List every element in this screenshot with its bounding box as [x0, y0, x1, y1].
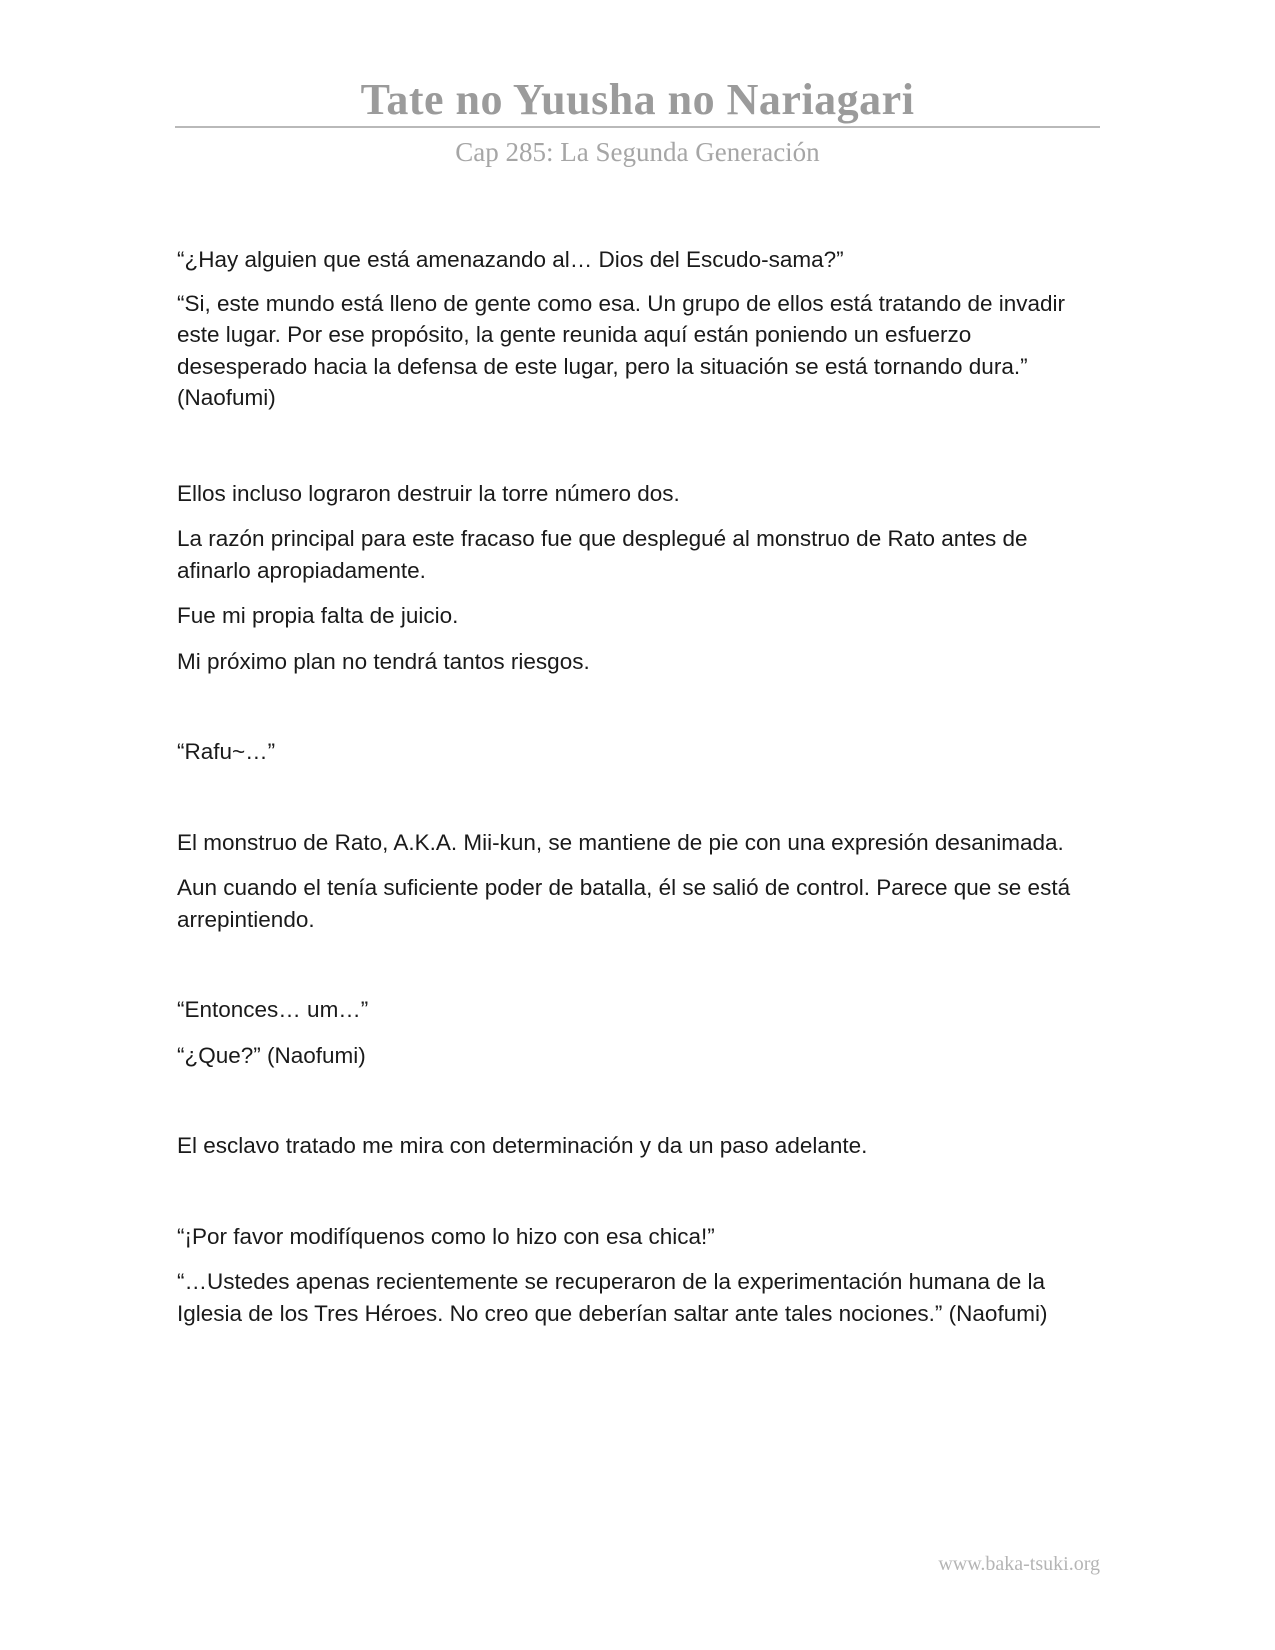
paragraph: “¿Que?” (Naofumi): [177, 1042, 366, 1068]
paragraph: “¿Hay alguien que está amenazando al… Dios del Escudo-sama?”: [177, 247, 844, 272]
paragraph: “Entonces… um…”: [177, 997, 369, 1022]
title-divider: [175, 126, 1100, 128]
paragraph: Aun cuando el tenía suficiente poder de batalla, él se salió de control. Parece que se está arrepintiendo.: [177, 875, 1071, 932]
chapter-subtitle: Cap 285: La Segunda Generación: [455, 137, 820, 167]
paragraph: Ellos incluso lograron destruir la torre número dos.: [177, 480, 680, 506]
paragraph: Fue mi propia falta de juicio.: [177, 603, 459, 628]
paragraph: Mi próximo plan no tendrá tantos riesgos.: [177, 648, 590, 674]
paragraph: La razón principal para este fracaso fue que desplegué al monstruo de Rato antes de afinarlo apropiadamente.: [177, 526, 1028, 583]
chapter-body: [177, 244, 1102, 1329]
paragraph: “…Ustedes apenas recientemente se recuperaron de la experimentación humana de la Iglesia de los Tres Héroes. No creo que deberían saltar ante tales nociones.” (Naofumi): [177, 1269, 1048, 1326]
paragraph: El esclavo tratado me mira con determinación y da un paso adelante.: [177, 1133, 868, 1158]
page-header: [175, 74, 1100, 170]
paragraph: El monstruo de Rato, A.K.A. Mii-kun, se mantiene de pie con una expresión desanimada.: [177, 829, 1064, 855]
source-url: www.baka-tsuki.org: [938, 1553, 1100, 1575]
paragraph: “Rafu~…”: [177, 739, 276, 764]
document-title: Tate no Yuusha no Nariagari: [360, 75, 915, 124]
paragraph: “¡Por favor modifíquenos como lo hizo con esa chica!”: [177, 1223, 715, 1249]
paragraph: “Si, este mundo está lleno de gente como esa. Un grupo de ellos está tratando de invadir este lugar. Por ese propósito, la gente reunida aquí están poniendo un esfuerzo desesperado hacia la defensa de este lugar, pero la situación se está tornando dura.” (Naofumi): [177, 290, 1066, 410]
